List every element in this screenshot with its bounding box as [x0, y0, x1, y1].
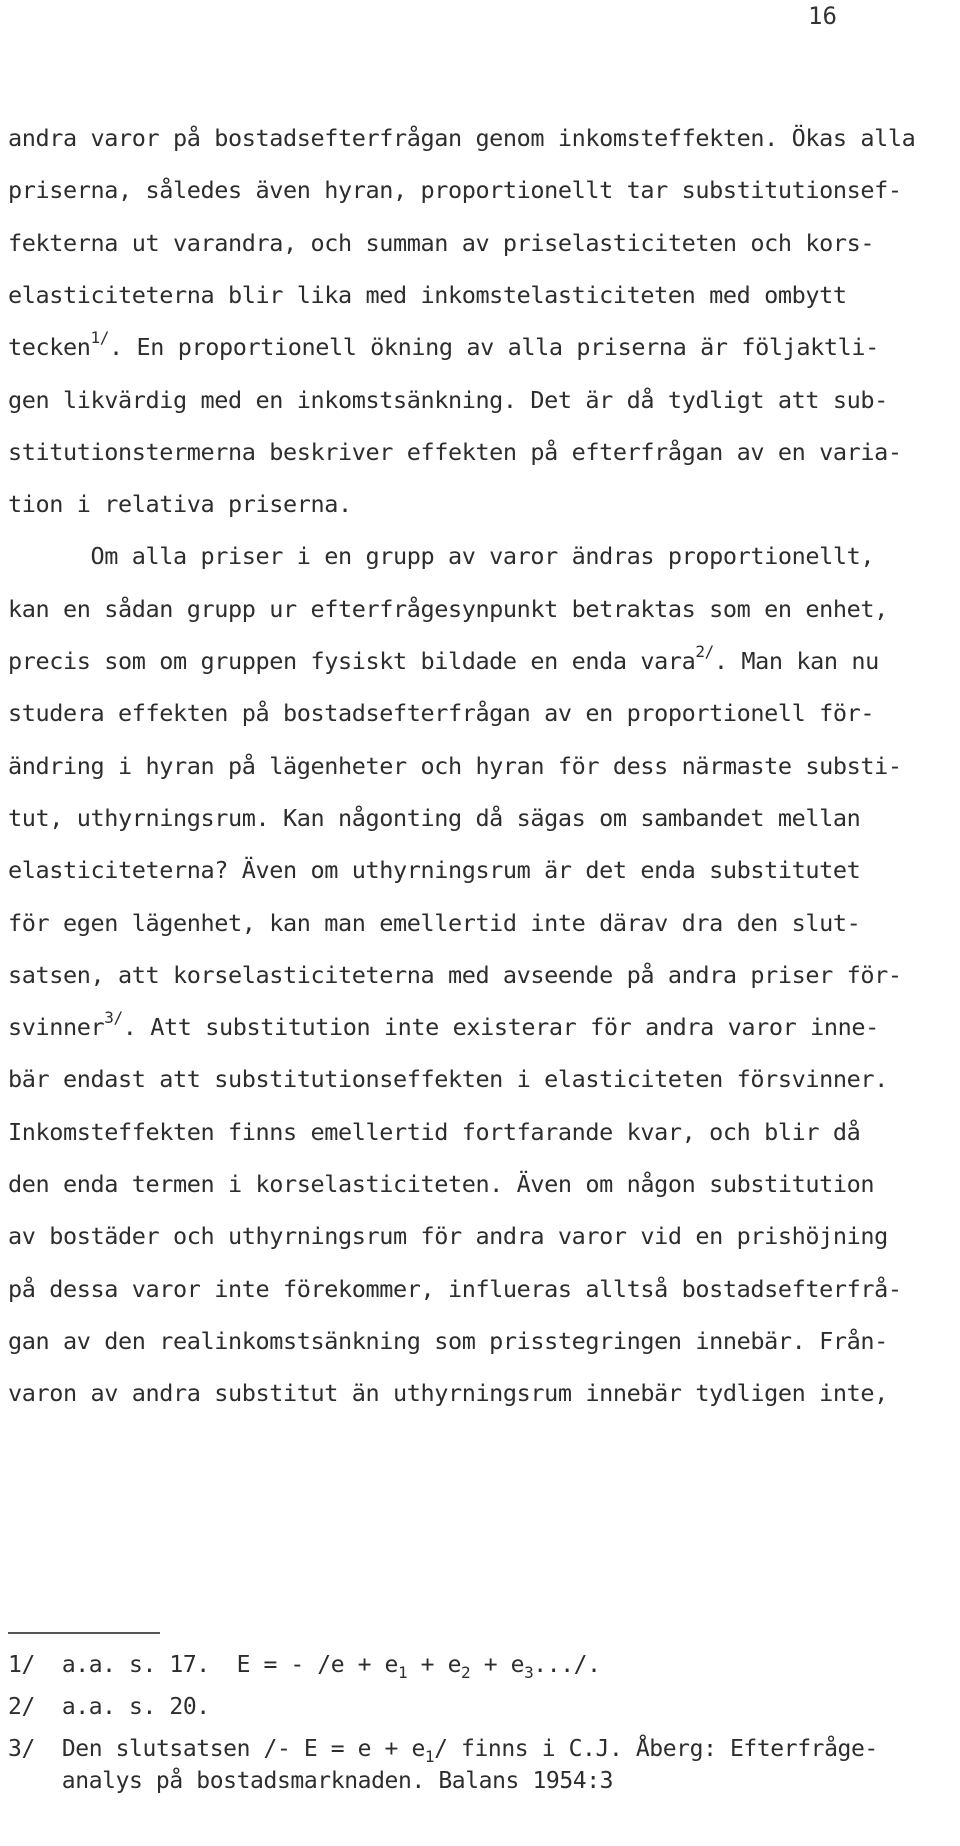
footnote-text: / finns i C.J. Åberg: Efterfråge- [434, 1736, 878, 1762]
text-line: elasticiteterna blir lika med inkomstelasticiteten med ombytt [8, 281, 847, 309]
text-line: elasticiteterna? Även om uthyrningsrum är det enda substitutet [8, 856, 861, 884]
footnote-reference: 3/ [104, 1008, 123, 1027]
text-line: gen likvärdig med en inkomstsänkning. Det är då tydligt att sub- [8, 386, 888, 414]
text-segment: svinner [8, 1013, 105, 1041]
footnote-text: + e [407, 1652, 462, 1678]
footnote-marker: 1/ [8, 1652, 35, 1678]
footnote-text: Den slutsatsen /- E = e + e [61, 1736, 425, 1762]
text-segment: tecken [8, 333, 91, 361]
text-line: av bostäder och uthyrningsrum för andra varor vid en prishöjning [8, 1222, 888, 1250]
footnote-1 [8, 1652, 601, 1682]
text-line: gan av den realinkomstsänkning som prisstegringen innebär. Från- [8, 1327, 888, 1355]
footnote-text: + e [470, 1652, 525, 1678]
text-line: den enda termen i korselasticiteten. Även om någon substitution [8, 1170, 875, 1198]
text-line: för egen lägenhet, kan man emellertid inte därav dra den slut- [8, 909, 861, 937]
footnote-marker: 2/ [8, 1694, 35, 1720]
footnote-text: a.a. s. 17. E = - /e + e [61, 1652, 398, 1678]
footnote-rule [8, 1632, 160, 1634]
text-line: satsen, att korselasticiteterna med avseende på andra priser för- [8, 961, 902, 989]
footnote-text: a.a. s. 20. [61, 1694, 210, 1720]
footnote-reference: 2/ [695, 642, 714, 661]
text-line: på dessa varor inte förekommer, influeras alltså bostadsefterfrå- [8, 1275, 902, 1303]
text-line: kan en sådan grupp ur efterfrågesynpunkt betraktas som en enhet, [8, 595, 888, 623]
footnote-2 [8, 1694, 210, 1720]
text-line [8, 328, 952, 361]
text-line [8, 642, 952, 675]
footnote-3 [8, 1736, 878, 1766]
text-line: Inkomsteffekten finns emellertid fortfarande kvar, och blir då [8, 1118, 861, 1146]
footnote-text: analys på bostadsmarknaden. Balans 1954:3 [61, 1768, 614, 1794]
footnote-text: .../. [533, 1652, 601, 1678]
text-line: studera effekten på bostadsefterfrågan av en proportionell för- [8, 699, 875, 727]
footnote-3-line-2 [8, 1768, 613, 1794]
text-line: Om alla priser i en grupp av varor ändras proportionellt, [8, 542, 875, 570]
subscript: 3 [524, 1663, 534, 1682]
text-line [8, 1008, 952, 1041]
text-segment: . Att substitution inte existerar för andra varor inne- [122, 1013, 879, 1041]
text-segment: . En proportionell ökning av alla priserna är följaktli- [108, 333, 879, 361]
footnote-marker: 3/ [8, 1736, 35, 1762]
text-line: stitutionstermerna beskriver effekten på efterfrågan av en varia- [8, 438, 902, 466]
subscript: 2 [461, 1663, 471, 1682]
text-line: bär endast att substitutionseffekten i elasticiteten försvinner. [8, 1065, 888, 1093]
text-line: priserna, således även hyran, proportionellt tar substitutionsef- [8, 176, 902, 204]
text-line: tut, uthyrningsrum. Kan någonting då sägas om sambandet mellan [8, 804, 861, 832]
subscript: 1 [398, 1663, 408, 1682]
text-line: tion i relativa priserna. [8, 490, 352, 518]
text-line: varon av andra substitut än uthyrningsrum innebär tydligen inte, [8, 1379, 888, 1407]
footnote-reference: 1/ [90, 328, 109, 347]
text-line: fekterna ut varandra, och summan av priselasticiteten och kors- [8, 229, 875, 257]
text-segment: precis som om gruppen fysiskt bildade en enda vara [8, 647, 696, 675]
text-line: andra varor på bostadsefterfrågan genom inkomsteffekten. Ökas alla [8, 124, 916, 152]
text-segment: . Man kan nu [713, 647, 879, 675]
text-line: ändring i hyran på lägenheter och hyran för dess närmaste substi- [8, 752, 902, 780]
subscript: 1 [424, 1747, 435, 1766]
page-number: 16 [808, 2, 837, 30]
